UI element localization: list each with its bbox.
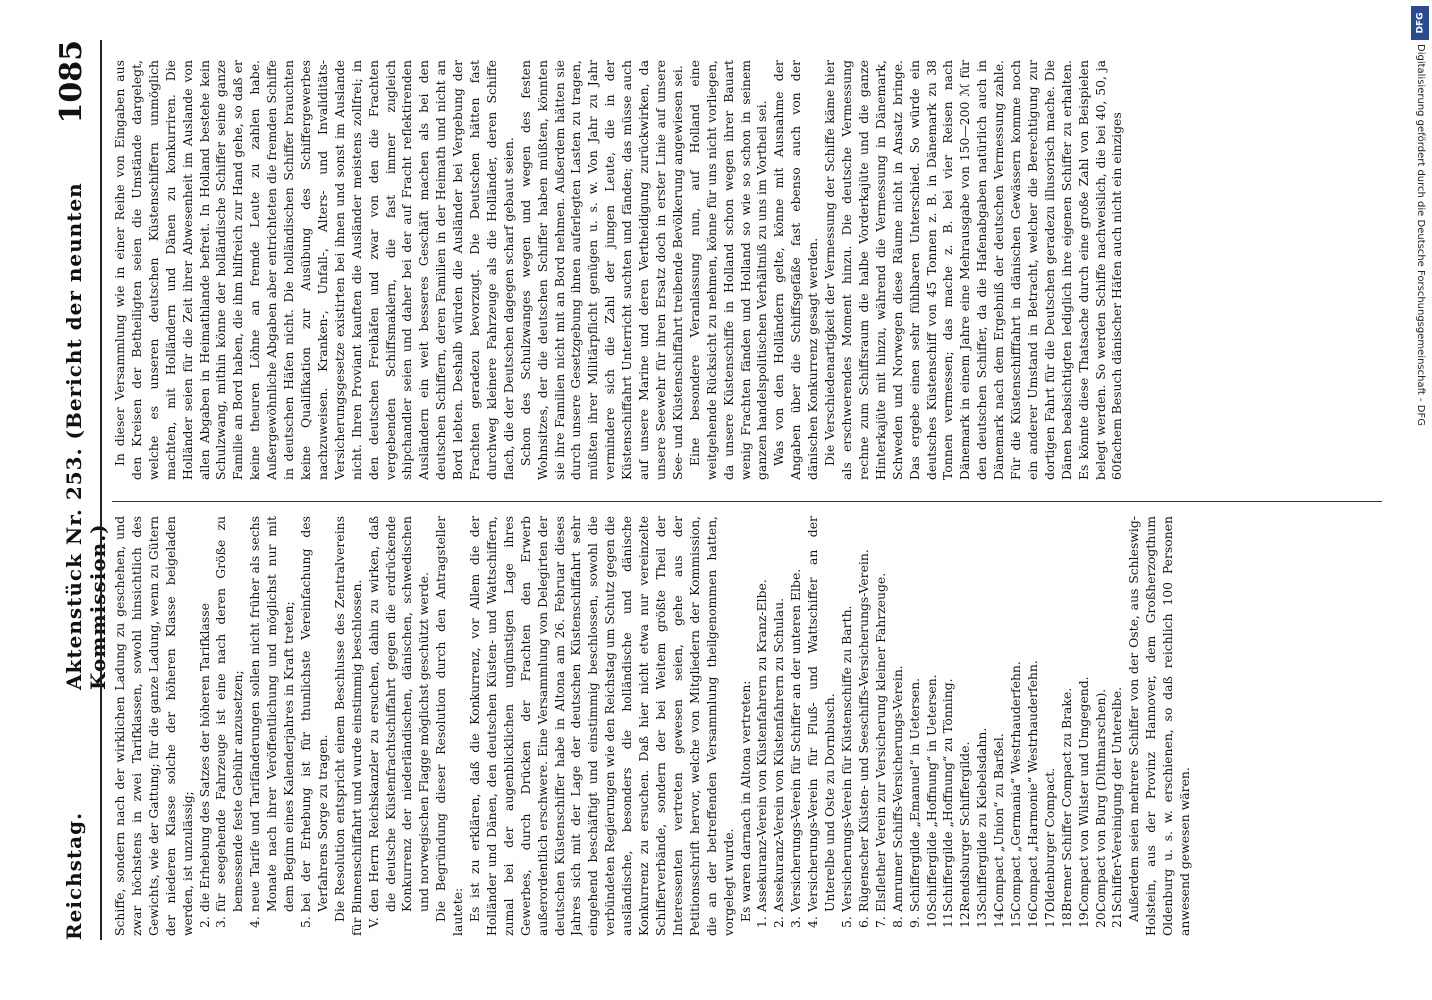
paragraph: Schon des Schulzwanges wegen und wegen des festen Wohnsitzes, der die deutschen Schiffer haben müßten, könnten sie ihre Familien nicht mit an Bord nehmen. Außerdem hätten sie durch unsere Gesetzgebung ihnen auferlegten Lasten zu tragen, müßten ihrer Militärpflicht genügen u. s. w. Von Jahr zu Jahr vermindere sich die Zahl der jungen Leute, die in der Küstenschiffahrt Unterricht suchten und fänden; das müsse auch auf unsere Marine und deren Vertheidigung zurückwirken, da unsere Seewehr für ihren Ersatz doch in erster Linie auf unsere See- und Küstenschiffahrt treibende Bevölkerung angewiesen sei.: [517, 60, 685, 480]
numbered-item: [213, 516, 247, 936]
item-text: Assekuranz-Verein von Küstenfahrern zu Kranz-Elbe.: [754, 579, 770, 912]
page-number: 1085: [54, 40, 89, 124]
item-text: Compact von Burg (Dithmarschen).: [1092, 688, 1108, 912]
text-column-left: [112, 516, 1382, 936]
item-number: 12.: [957, 908, 973, 928]
paragraph: Es waren darnach in Altona vertreten:: [737, 680, 753, 922]
item-number: 9.: [906, 916, 922, 928]
numbered-item: [991, 516, 1008, 936]
item-text: Assekuranz-Verein von Küstenfahrern zu Schulau.: [771, 597, 787, 912]
dfg-sidebar: [1408, 0, 1432, 1000]
item-text: neue Tarife und Tarifänderungen sollen nicht früher als sechs Monate nach ihrer Veröffentlichung und möglichst nur mit dem Beginn eines Kalenderjahres in Kraft treten;: [247, 516, 297, 912]
item-number: 19.: [1075, 908, 1091, 928]
numbered-item: [298, 516, 332, 936]
numbered-item: [873, 516, 890, 936]
paragraph: Die Verschiedenartigkeit der Vermessung der Schiffe käme hier als erschwerendes Moment hinzu. Die deutsche Vermessung rechne zum Schiffsraum die halbe Vorderkajüte und die ganze Hinterkajüte mit hinzu, während die Vermessung in Dänemark, Schweden und Norwegen diese Räume nicht in Ansatz bringe. Das ergebe einen sehr fühlbaren Unterschied. So würde ein deutsches Küstenschiff von 45 Tonnen z. B. in Dänemark zu 38 Tonnen vermessen; das mache z. B. bei vier Reisen nach Dänemark in einem Jahre eine Mehrausgabe von 150—200 ℳ für den deutschen Schiffer, da die Hafenabgaben natürlich auch in Dänemark nach dem Ergebniß der deutschen Vermessung zahle. Für die Küstenschifffahrt in dänischen Gewässern komme noch ein anderer Umstand in Betracht, welcher die Berechtigung zur dortigen Fahrt für die Deutschen geradezu illusorisch mache. Die Dänen beabsichtigten lediglich ihre eigenen Schiffer zu erhalten. Es könnte diese Thatsache durch eine große Zahl von Beispielen belegt werden. So werden Schiffe nachweislich, die bei 40, 50, ja 60fachem Besuch dänischer Häfen auch nicht ein einziges: [822, 60, 1125, 480]
item-text: Rügenscher Küsten- und Seeschiffs-Versicherungs-Verein.: [855, 549, 871, 912]
item-number: 1.: [754, 916, 770, 928]
numbered-item: [197, 516, 214, 936]
numbered-item: [1059, 516, 1076, 936]
numbered-item: [1093, 516, 1110, 936]
dfg-credit-text: Digitalisierung gefördert durch die Deutsche Forschungsgemeinschaft - DFG: [1415, 44, 1426, 427]
item-text: Schiffergilde „Hoffnung“ zu Tönning.: [940, 678, 956, 912]
item-number: 20.: [1092, 908, 1108, 928]
numbered-item: [839, 516, 856, 936]
numbered-item: [1025, 516, 1042, 936]
numbered-item: [957, 516, 974, 936]
item-text: den Herrn Reichskanzler zu ersuchen, dahin zu wirken, daß die deutsche Küstenfrachtschiffahrt gegen die erdrückende Konkurrenz der niederländischen, dänischen, schwedischen und norwegischen Flagge möglichst geschützt werde.: [365, 516, 432, 912]
numbered-item: [974, 516, 991, 936]
item-number: 18.: [1058, 908, 1074, 928]
paragraph: Die Resolution entspricht einem Beschlusse des Zentralvereins für Binnenschiffahrt und wurde einstimmig beschlossen.: [331, 516, 364, 936]
item-text: Schiffergilde „Hoffnung“ in Uetersen.: [923, 674, 939, 912]
dfg-logo-text: DFG: [1415, 12, 1426, 34]
item-number: 5.: [838, 916, 854, 928]
item-text: Schiffergilde „Emanuel“ in Uetersen.: [906, 677, 922, 912]
paragraph: Es ist zu erklären, daß die Konkurrenz, vor Allem die der Holländer und Dänen, den deutschen Küsten- und Wattschiffern, zumal bei der augenblicklichen ungünstigen Lage ihres Gewerbes, durch Drücken der Frachten den Erwerb außerordentlich erschwere. Eine Versammlung von Delegirten der deutschen Küstenschiffer habe in Altona am 26. Februar dieses Jahres sich mit der Lage der deutschen Küstenschiffahrt sehr eingehend beschäftigt und einstimmig beschlossen, sowohl die verbündeten Regierungen wie den Reichstag um Schutz gegen die ausländische, besonders die holländische und dänische Konkurrenz zu ersuchen. Daß hier nicht etwa nur vereinzelte Schifferverbände, sondern der bei Weitem größte Theil der Interessenten vertreten gewesen seien, gehe aus der Petitionsschrift hervor, welche von Mitgliedern der Kommission, die an der betreffenden Versammlung theilgenommen hatten, vorgelegt wurde.: [467, 516, 736, 936]
item-number: 21.: [1109, 908, 1125, 928]
dfg-logo: [1411, 6, 1429, 40]
item-number: 4.: [247, 916, 263, 928]
item-text: Rendsburger Schiffergilde.: [957, 741, 973, 912]
item-number: 2.: [771, 916, 787, 928]
item-number: 2.: [196, 916, 212, 928]
numbered-item: [890, 516, 907, 936]
paragraph: Die Begründung dieser Resolution durch den Antragsteller lautete:: [433, 516, 466, 936]
item-number: 14.: [991, 908, 1007, 928]
item-text: Schiffergilde zu Kiebelsdahn.: [974, 727, 990, 912]
item-number: 11.: [940, 908, 956, 928]
numbered-item: [924, 516, 941, 936]
numbered-item: [247, 516, 298, 936]
item-text: die Erhebung des Satzes der höheren Tarifklasse: [196, 603, 212, 912]
item-number: V.: [365, 917, 381, 928]
numbered-item: [907, 516, 924, 936]
text-column-right: [112, 60, 1382, 480]
paragraph: In dieser Versammlung wie in einer Reihe von Eingaben aus den Kreisen der Betheiligten seien die Umstände dargelegt, welche es unseren deutschen Küstenschiffern unmöglich machten, mit Holländern und Dänen zu konkurriren. Die Holländer seien für die Zeit ihrer Abwesenheit im Auslande von allen Abgaben in Heimathlande befreit. In Holland bestehe kein Schulzwang, mithin könne der holländische Schiffer seine ganze Familie an Bord haben, die ihm hilfreich zur Hand gehe, so daß er keine theuren Löhne an fremde Leute zu zahlen habe. Außergewöhnliche Abgaben aber entrichteten die fremden Schiffe in deutschen Häfen nicht. Die holländischen Schiffer brauchten keine Qualifikation zur Ausübung des Schiffergewerbes nachzuweisen. Kranken-, Unfall-, Alters- und Invaliditäts-Versicherungsgesetze existirten bei ihnen und sonst im Auslande nicht. Ihren Proviant kauften die Ausländer meistens zollfrei; in den deutschen Freihäfen und zwar von den die Frachten vergebenden Schiffsmaklern, die fast immer zugleich shipchandler seien und daher bei der auf Fracht reflektirenden Ausländern ein weit besseres Geschäft machen als bei den deutschen Schiffern, deren Familien in der Heimath und nicht an Bord lebten. Deshalb würden die Ausländer bei Vergebung der Frachten geradezu bevorzugt. Die Deutschen hätten fast durchweg kleinere Fahrzeuge als die Holländer, deren Schiffe flach, die der Deutschen dagegen scharf gebaut seien.: [112, 60, 516, 480]
paragraph: Schiffe, sondern nach der wirklichen Ladung zu geschehen, und zwar höchstens in zwei Tarifklassen, sowohl hinsichtlich des Gewichts, wie der Gattung; für die ganze Ladung, wenn zu Gütern der niederen Klasse solche der höheren Klasse beigeladen werden, ist unzulässig;: [112, 516, 195, 936]
item-number: 10.: [923, 908, 939, 928]
numbered-item: [1008, 516, 1025, 936]
item-number: 7.: [872, 916, 888, 928]
item-number: 15.: [1008, 908, 1024, 928]
numbered-item: [805, 516, 839, 936]
numbered-item: [771, 516, 788, 936]
item-text: Elsflether Verein zur Versicherung kleiner Fahrzeuge.: [872, 572, 888, 912]
numbered-item: [1076, 516, 1093, 936]
item-text: Compact „Harmonie“ Westrhauderfehn.: [1024, 660, 1040, 912]
item-number: 8.: [889, 916, 905, 928]
item-number: 6.: [855, 916, 871, 928]
page-header: [40, 40, 110, 940]
item-text: Oldenburger Compact.: [1041, 767, 1057, 912]
header-document-title: Aktenstück Nr. 253. (Bericht der neunten Kommission.): [62, 182, 110, 690]
paragraph: Außerdem seien mehrere Schiffer von der Oste, aus Schleswig-Holstein, aus der Provinz Hannover, dem Großherzogthum Oldenburg u. s. w. erschienen, so daß reichlich 100 Personen anwesend gewesen wären.: [1126, 516, 1193, 936]
paragraph: Was von den Holländern gelte, könne mit Ausnahme der Angaben über die Schiffsgefäße fast ebenso auch von der dänischen Konkurrenz gesagt werden.: [771, 60, 821, 480]
item-number: 3.: [213, 916, 229, 928]
item-text: Amrumer Schiffs-Versicherungs-Verein.: [889, 665, 905, 912]
item-text: Compact von Wilster und Umgegend.: [1075, 676, 1091, 912]
item-text: für seegehende Fahrzeuge ist eine nach deren Größe zu bemessende feste Gebühr anzusetzen;: [213, 516, 246, 912]
item-text: Compact „Union“ zu Barßel.: [991, 733, 1007, 912]
header-reichstag: Reichstag.: [62, 811, 86, 940]
item-text: Versicherungs-Verein für Küstenschiffe zu Barth.: [838, 605, 854, 912]
item-number: 5.: [297, 916, 313, 928]
numbered-item: [1109, 516, 1126, 936]
item-number: 3.: [788, 916, 804, 928]
item-number: 4.: [805, 916, 821, 928]
numbered-item: [1042, 516, 1059, 936]
item-text: Compact „Germania“ Westrhauderfehn.: [1008, 661, 1024, 912]
item-number: 16.: [1024, 908, 1040, 928]
numbered-item: [788, 516, 805, 936]
header-rule: [100, 40, 102, 940]
paragraph: Eine besondere Veranlassung nun, auf Holland eine weitgehende Rücksicht zu nehmen, könne für uns nicht vorliegen, da unsere Küstenschiffe in Holland schon wegen ihrer Bauart wenig Frachten fänden und Holland so wie so schon in seinem ganzen handelspolitischen Verhältniß zu uns im Vortheil sei.: [686, 60, 770, 480]
item-text: bei der Erhebung ist für thunlichste Vereinfachung des Verfahrens Sorge zu tragen.: [297, 516, 330, 912]
numbered-item: [366, 516, 434, 936]
item-text: Schiffer-Vereinigung der Unterelbe.: [1109, 686, 1125, 912]
item-text: Bremer Schiffer Compact zu Brake.: [1058, 687, 1074, 912]
item-text: Versicherungs-Verein für Fluß- und Wattschiffer an der Unterelbe und Oste zu Dornbusch.: [805, 516, 838, 912]
numbered-item: [754, 516, 771, 936]
numbered-item: [856, 516, 873, 936]
numbered-item: [940, 516, 957, 936]
item-number: 13.: [974, 908, 990, 928]
column-divider: [112, 501, 1382, 502]
item-text: Versicherungs-Verein für Schiffer an der unteren Elbe.: [788, 568, 804, 912]
item-number: 17.: [1041, 908, 1057, 928]
